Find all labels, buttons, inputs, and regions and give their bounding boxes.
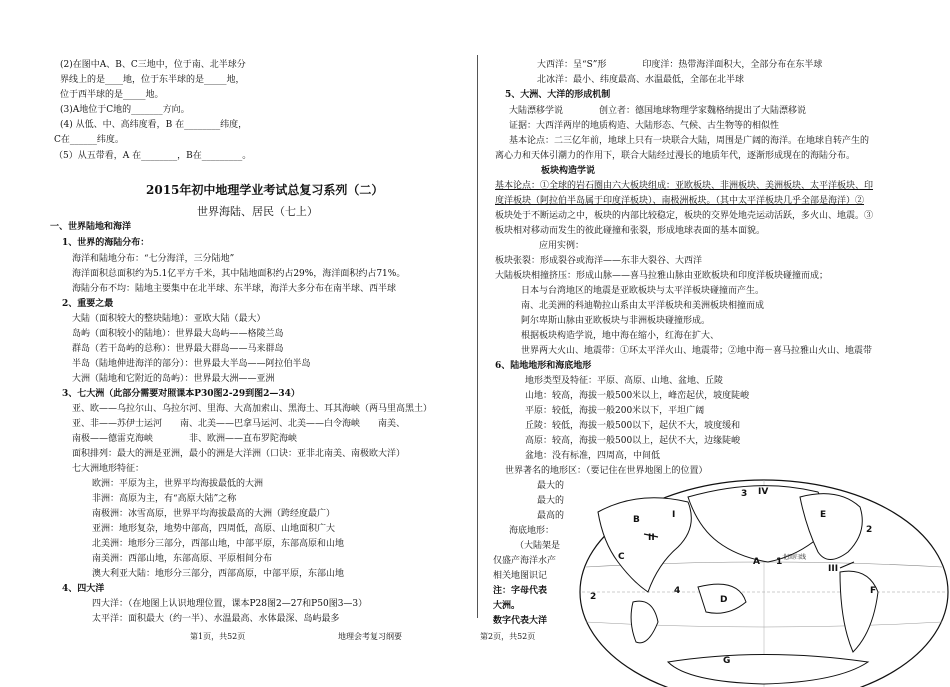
text-line: 海底地形： [509,526,555,536]
text-line: 证据：大西洋两岸的地质构造、大陆形态、气候、古生物等的相似性 [509,121,780,131]
map-label-b: B [633,515,640,525]
text-line: 大陆（面积较大的整块陆地）：亚欧大陆（最大） [72,314,266,324]
heading-5: 5、大洲、大洋的形成机制 [505,90,611,100]
map-label-c: C [618,552,625,562]
subheading-plate-tectonics: 板块构造学说 [541,166,596,176]
question-5: （5）从五带看，A 在________，B在_________。 [54,151,252,161]
text-line: 基本论点：二三亿年前，地球上只有一块联合大陆，周围是广阔的海洋。在地球自转产生的 [509,136,870,146]
text-line: 世界著名的地形区：（要记住在世界地图上的位置） [505,466,708,476]
text-line: 四大洋：（在地图上认识地理位置，课本P28图2—27和P50图3—3） [92,599,368,609]
text-line: 地形类型及特征：平原、高原、山地、盆地、丘陵 [525,376,724,386]
footer-page-right: 第2页，共52页 [480,632,536,641]
text-line: 盆地：没有标准，四周高，中间低 [525,451,661,461]
text-line: 海洋和陆地分布：“七分海洋，三分陆地” [72,254,235,264]
text-line: 七大洲地形特征： [72,464,145,474]
text-line: 日本与台湾地区的地震是亚欧板块与太平洋板块碰撞而产生。 [521,286,765,296]
question-3: (3)A地位于C地的_______方向。 [60,105,190,115]
map-label-a: A [753,557,760,567]
footer-page-left: 第1页，共52页 [190,632,246,641]
footer-center: 地理会考复习纲要 [338,632,402,641]
text-line: 大洲（陆地和它附近的岛屿）：世界最大洲——亚洲 [72,374,275,384]
text-line: 最大的 [537,481,565,491]
text-line: 阿尔卑斯山脉由亚欧板块与非洲板块碰撞形成。 [521,316,711,326]
map-label-i: I [672,510,676,520]
map-label-1: 1 [776,557,783,567]
text-line: 亚、非——苏伊士运河 南、北美——巴拿马运河、北美——白令海峡 南美、 [72,419,406,429]
map-label-2: 2 [590,592,597,602]
text-line: 注：字母代表 [493,586,548,596]
question-4-line2: C在______纬度。 [54,135,124,145]
text-line: 大陆漂移学说 创立者：德国地球物理学家魏格纳提出了大陆漂移说 [509,106,807,116]
text-line: 丘陵：较低，海拔一般500以下，起伏不大，坡度缓和 [525,421,741,431]
text-line: 相关地图识记 [493,571,548,581]
text-line: 海洋面积总面积约为5.1亿平方千米，其中陆地面积约占29%，海洋面积约占71%。 [72,269,406,279]
text-line: 大洲。 [493,601,521,611]
text-line: （大陆架是 [515,541,561,551]
text-line: 南、北美洲的科迪勒拉山系由太平洋板块和美洲板块相撞而成 [521,301,765,311]
text-line: 亚、欧——乌拉尔山、乌拉尔河、里海、大高加索山、黑海土、耳其海峡（两马里高黑土） [72,404,433,414]
question-4-line1: (4) 从低、中、高纬度看，B 在________纬度， [60,120,248,130]
map-label-2b: 2 [866,525,873,535]
text-line: 大陆板块相撞挤压：形成山脉——喜马拉雅山脉由亚欧板块和印度洋板块碰撞而成； [495,271,829,281]
heading-4: 4、四大洋 [62,584,105,594]
text-line: 北冰洋：最小、纬度最高、水温最低，全部在北半球 [537,75,745,85]
text-line: 群岛（若干岛屿的总称）：世界最大群岛——马来群岛 [72,344,284,354]
text-line: 离心力和天体引潮力的作用下，联合大陆经过漫长的地质年代，逐渐形成现在的海陆分布。 [495,151,856,161]
map-label-g: G [723,656,731,666]
text-line: 海陆分布不均：陆地主要集中在北半球、东半球，海洋大多分布在南半球、西半球 [72,284,397,294]
text-line: 南美洲：西部山地，东部高原、平原相间分布 [92,554,273,564]
text-line: 亚洲：地形复杂，地势中部高，四周低，高原、山地面积广大 [92,524,336,534]
text-line: 欧洲：平原为主，世界平均海拔最低的大洲 [92,479,264,489]
heading-3: 3、七大洲（此部分需要对照课本P30图2-29到图2—34） [62,389,300,399]
text-line: 山地：较高，海拔一般500米以上，峰峦起伏，坡度陡峻 [525,391,750,401]
map-label-f: F [870,586,877,596]
question-2-line3: 位于西半球的是_____地。 [60,90,164,100]
text-line: 高原：较高，海拔一般500以上，起伏不大，边缘陡峻 [525,436,741,446]
text-line: 非洲：高原为主，有“高原大陆”之称 [92,494,237,504]
text-line: 大西洋：呈“S”形 印度洋：热带海洋面积大，全部分布在东半球 [537,60,823,70]
map-label-iv: IV [758,487,769,497]
text-line: 岛屿（面积较小的陆地）：世界最大岛屿——格陵兰岛 [72,329,284,339]
text-line: 南极洲：冰雪高原，世界平均海拔最高的大洲（跨经度最广） [92,509,336,519]
heading-6: 6、陆地地形和海底地形 [495,361,592,371]
section-1-heading: 一、世界陆地和海洋 [50,222,132,232]
text-line: 最大的 [537,496,565,506]
text-line: 数字代表大洋 [493,616,548,626]
question-2-line2: 界线上的是____地，位于东半球的是_____地， [60,75,245,85]
map-label-ii: II [648,533,655,543]
map-inner-label: 北回归线 [782,554,807,561]
text-line: 基本论点：①全球的岩石圈由六大板块组成：亚欧板块、非洲板块、美洲板块、太平洋板块、印 [495,181,874,191]
text-line: 板块处于不断运动之中，板块的内部比较稳定，板块的交界处地壳运动活跃，多火山、地震。③ [495,211,874,221]
text-line: 应用实例： [539,241,585,251]
map-label-d: D [720,595,728,605]
map-label-e: E [820,510,827,520]
text-line: 北美洲：地形分三部分，西部山地，中部平原，东部高原和山地 [92,539,345,549]
text-line: 最高的 [537,511,565,521]
heading-1: 1、世界的海陆分布： [62,238,150,248]
heading-2: 2、重要之最 [62,299,114,309]
text-line: 板块相对移动而发生的彼此碰撞和张裂，形成地球表面的基本面貌。 [495,226,766,236]
map-label-iii: III [828,564,839,574]
text-line: 仅盛产海洋水产 [493,556,557,566]
text-line: 板块张裂：形成裂谷或海洋——东非大裂谷、大西洋 [495,256,703,266]
page-subtitle: 世界海陆、居民（七上） [197,205,318,218]
text-line: 度洋板块（阿拉伯半岛属于印度洋板块）、南极洲板块。（其中太平洋板块几乎全部是海洋）② [495,196,865,206]
text-line: 面积排列：最大的洲是亚洲，最小的洲是大洋洲（口诀：亚非北南美、南极欧大洋） [72,449,406,459]
text-line: 平原：较低，海拔一般200米以下，平坦广阔 [525,406,705,416]
text-line: 世界两大火山、地震带：①环太平洋火山、地震带；②地中海－喜马拉雅山火山、地震带 [521,346,873,356]
text-line: 南极——德雷克海峡 非、欧洲——直布罗陀海峡 [72,434,298,444]
text-line: 太平洋：面积最大（约一半）、水温最高、水体最深、岛屿最多 [92,614,340,624]
text-line: 根据板块构造学说，地中海在缩小，红海在扩大、 [521,331,720,341]
text-line: 半岛（陆地伸进海洋的部分）：世界最大半岛——阿拉伯半岛 [72,359,311,369]
column-divider [477,55,478,618]
map-label-4: 4 [674,586,681,596]
page-title: 2015年初中地理学业考试总复习系列（二） [146,183,384,197]
text-line: 澳大利亚大陆：地形分三部分，西部高原，中部平原，东部山地 [92,569,345,579]
world-map [578,472,950,687]
map-label-3: 3 [741,489,748,499]
question-2-line1: (2)在图中A、B、C三地中，位于南、北半球分 [60,60,246,70]
